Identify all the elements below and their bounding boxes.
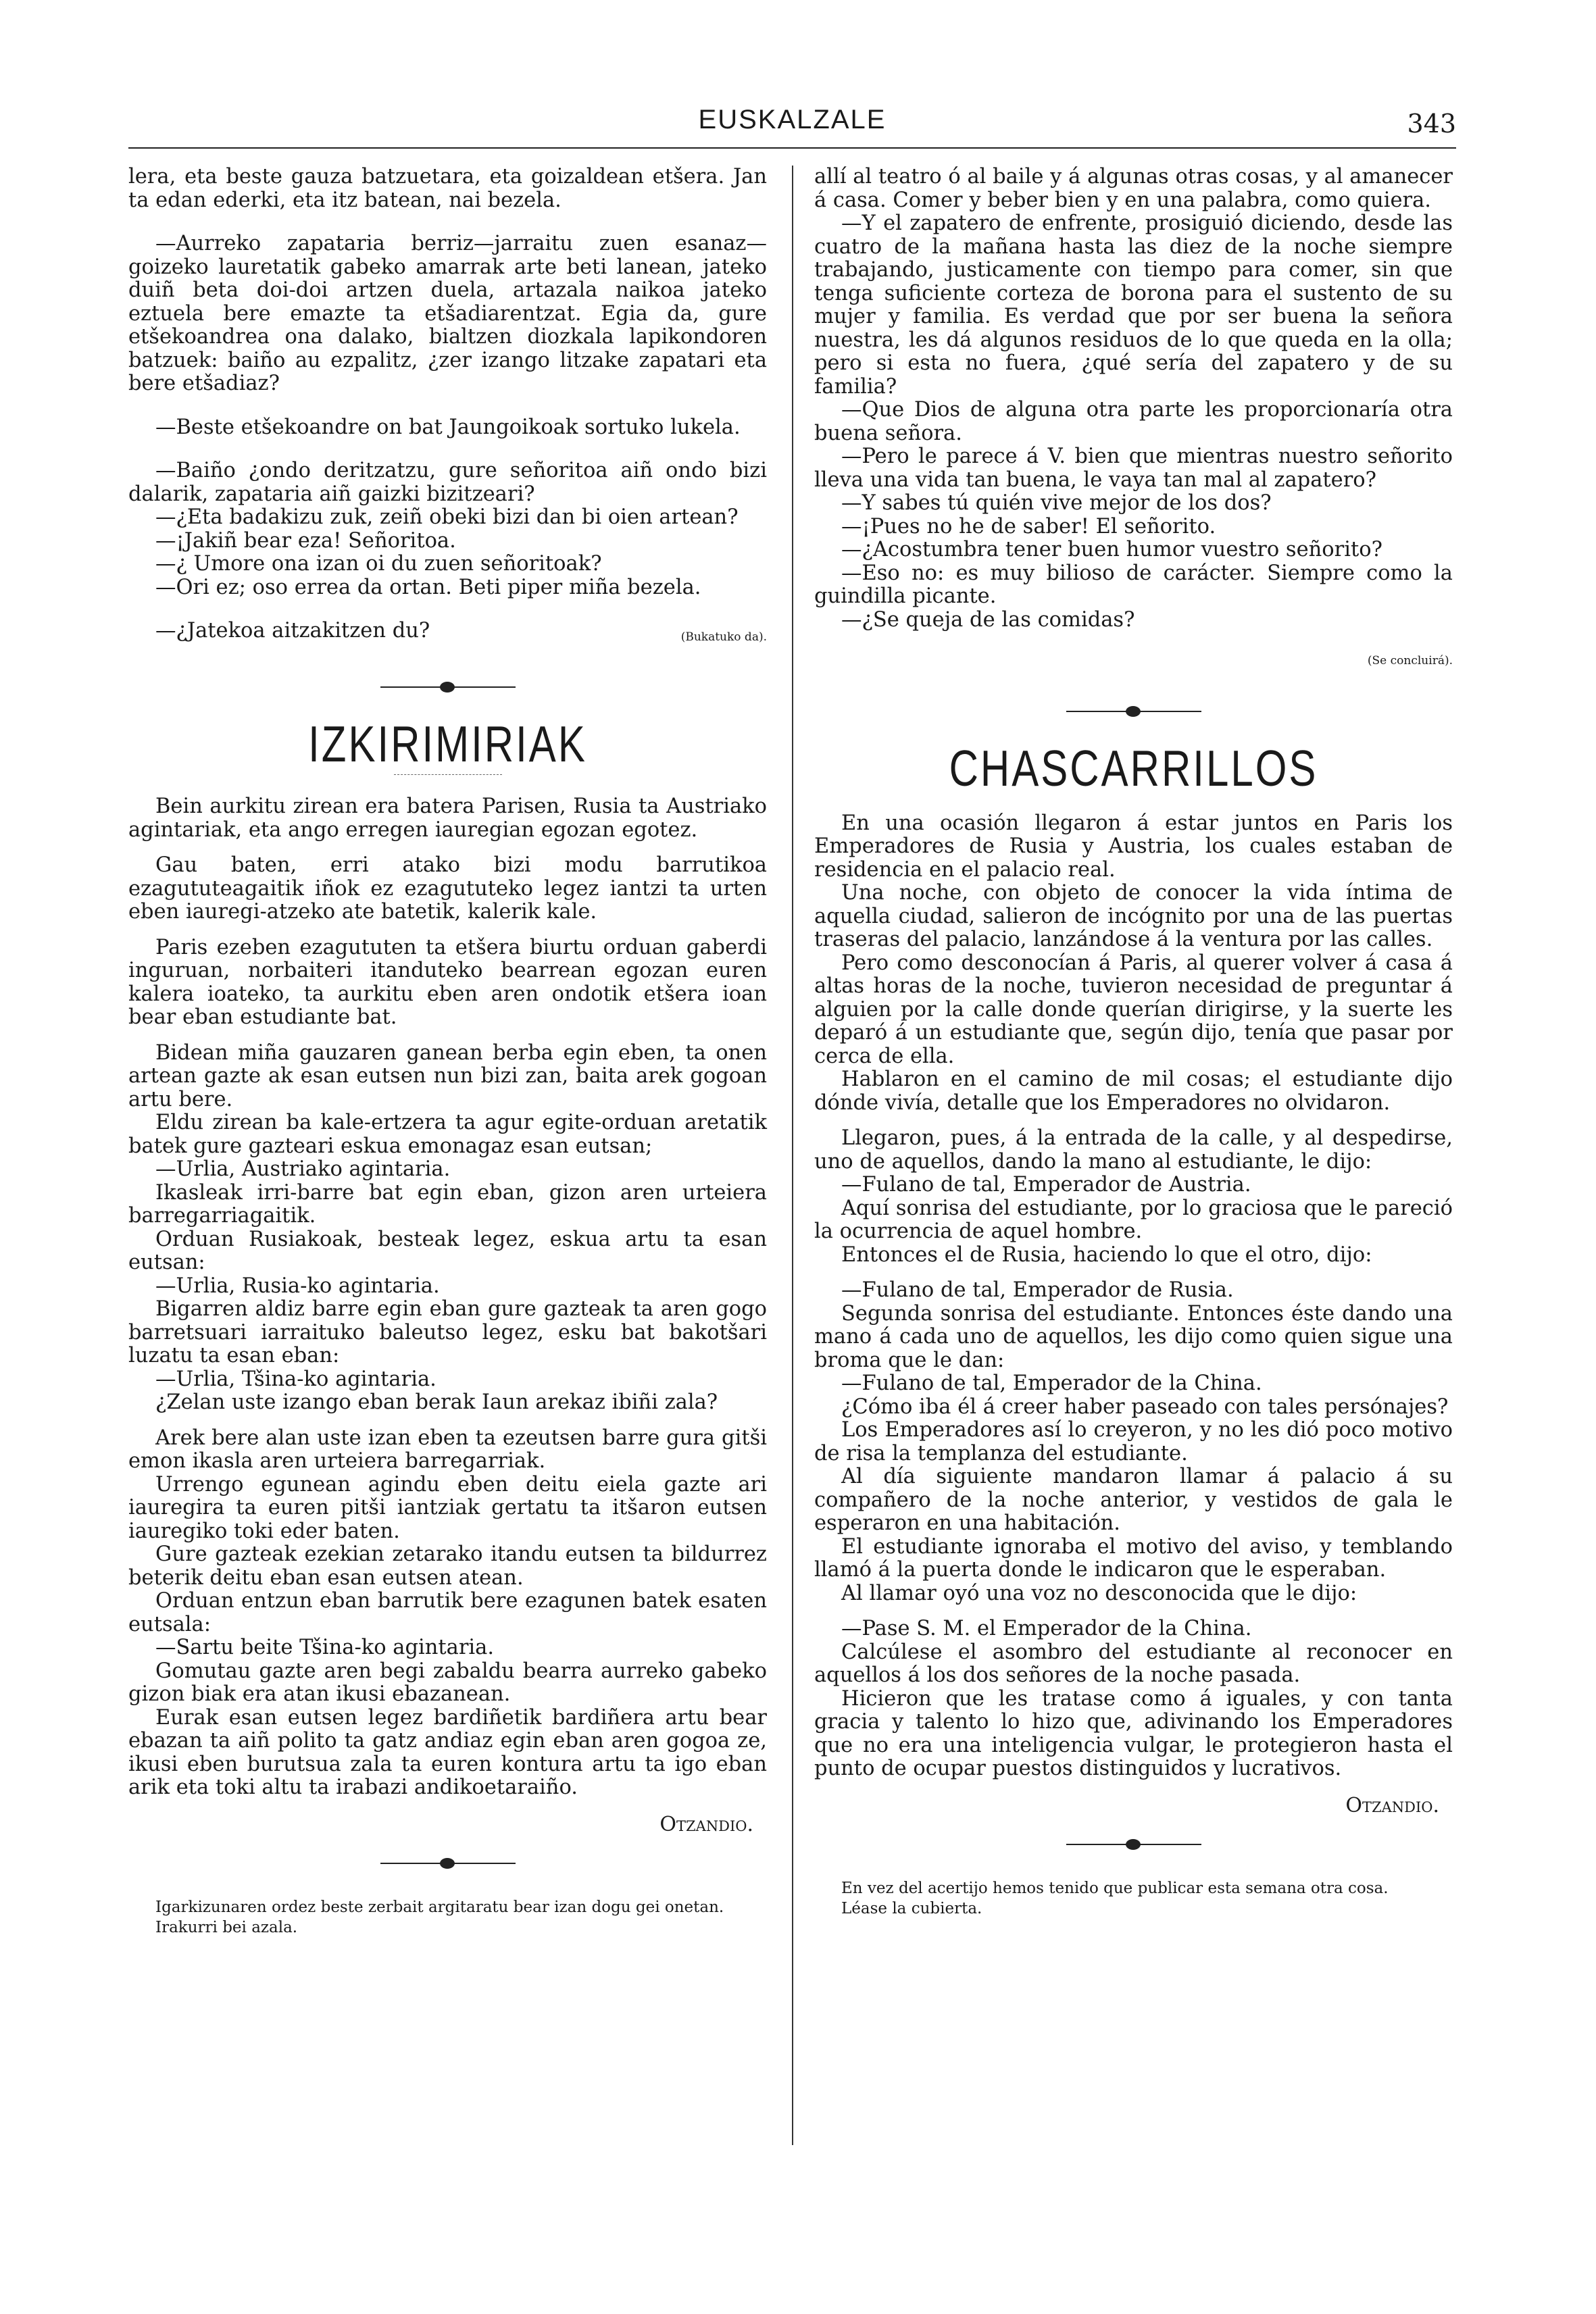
paragraph: —¿Eta badakizu zuk, zeiñ obeki bizi dan bi oien artean? bbox=[155, 505, 739, 529]
paragraph: Segunda sonrisa del estudiante. Entonces éste dando una mano á cada uno de aquellos, les dijo como quien sigue una broma que le dan: bbox=[814, 1301, 1453, 1372]
paragraph: Entonces el de Rusia, haciendo lo que el otro, dijo: bbox=[841, 1242, 1372, 1267]
footer-divider bbox=[1066, 1836, 1201, 1853]
paragraph: —Aurreko zapataria berriz—jarraitu zuen esanaz—goizeko lauretatik gabeko amarrak arte beti lanean, jateko duiñ beta doi-doi artzen duela, artazala naikoa jateko eztuela bere emazte ta etšadiarentzat. Egia da, gure etšekoandrea ona dalako, bialtzen diozkala lapikondoren batzuek: baiño au ezpalitz, ¿zer izango litzake zapatari eta bere etšadiaz? bbox=[128, 232, 767, 395]
paragraph: Aquí sonrisa del estudiante, por lo graciosa que le pareció la ocurrencia de aquel hombre. bbox=[814, 1196, 1453, 1243]
paragraph: Pero como desconocían á Paris, al querer volver á casa á altas horas de la noche, tuvieron necesidad de preguntar á alguien por la calle donde querían dirigirse, y la suerte les deparó á un estudiante que, según dijo, tenía que pasar por cerca de ella. bbox=[814, 951, 1453, 1068]
paragraph: —Urlia, Tšina-ko agintaria. bbox=[155, 1367, 437, 1391]
column-divider bbox=[792, 166, 793, 2145]
footnote bbox=[128, 1897, 767, 1938]
paragraph: Orduan Rusiakoak, besteak legez, eskua artu ta esan eutsan: bbox=[128, 1227, 767, 1274]
continued-note: (Bukatuko da). bbox=[680, 630, 767, 644]
paragraph: Al día siguiente mandaron llamar á palacio á su compañero de la noche anterior, y vestidos de gala le esperaron en una habitación. bbox=[814, 1465, 1453, 1535]
paragraph: —¡Jakiñ bear eza! Señoritoa. bbox=[155, 528, 456, 553]
footnote-text: En vez del acertijo hemos tenido que publicar esta semana otra cosa. bbox=[841, 1880, 1389, 1897]
paragraph: Bidean miña gauzaren ganean berba egin eben, ta onen artean gazte ak esan eutsen nun bizi zan, baita arek gogoan artu bere. bbox=[128, 1040, 767, 1111]
footnote bbox=[814, 1878, 1453, 1919]
paragraph: ¿Zelan uste izango eban berak Iaun arekaz ibiñi zala? bbox=[155, 1390, 718, 1414]
paragraph: Bein aurkitu zirean era batera Parisen, Rusia ta Austriako agintariak, eta ango erregen iauregian egozan egotez. bbox=[128, 795, 767, 842]
paragraph: —Beste etšekoandre on bat Jaungoikoak sortuko lukela. bbox=[155, 415, 741, 439]
footer-divider bbox=[380, 1855, 516, 1871]
paragraph: —Pero le parece á V. bien que mientras nuestro señorito lleva una vida tan buena, le vaya tan mal al zapatero? bbox=[814, 445, 1453, 492]
paragraph: lera, eta beste gauza batzuetara, eta goizaldean etšera. Jan ta edan ederki, eta itz batean, nai bezela. bbox=[128, 165, 767, 212]
footnote-text: Irakurri bei azala. bbox=[155, 1919, 298, 1936]
paragraph: Urrengo egunean agindu eben deitu eiela gazte ari iauregira ta euren pitši iantziak gertatu ta itšaron eutsen iauregiko toki eder baten. bbox=[128, 1472, 767, 1543]
section-title: IZKIRIMIRIAK bbox=[308, 715, 587, 773]
paragraph: —Fulano de tal, Emperador de Austria. bbox=[841, 1173, 1251, 1197]
paragraph: ¿Cómo iba él á creer haber paseado con tales persónajes? bbox=[841, 1394, 1449, 1419]
page-header bbox=[128, 105, 1456, 145]
paragraph: —Sartu beite Tšina-ko agintaria. bbox=[155, 1636, 495, 1659]
paragraph: Llegaron, pues, á la entrada de la calle, y al despedirse, uno de aquellos, dando la mano al estudiante, le dijo: bbox=[814, 1126, 1453, 1174]
paragraph: —¿Se queja de las comidas? bbox=[841, 607, 1135, 632]
signature: Otzandio. bbox=[1345, 1793, 1439, 1817]
paragraph: —Y sabes tú quién vive mejor de los dos? bbox=[841, 491, 1272, 515]
ornament-divider bbox=[1066, 703, 1201, 720]
paragraph: Al llamar oyó una voz no desconocida que le dijo: bbox=[841, 1581, 1357, 1605]
footnote-text: Igarkizunaren ordez beste zerbait argitaratu bear izan dogu gei onetan. bbox=[155, 1898, 724, 1916]
paragraph: —Que Dios de alguna otra parte les proporcionaría otra buena señora. bbox=[814, 398, 1453, 445]
footnote-text: Léase la cubierta. bbox=[841, 1900, 982, 1917]
paragraph: En una ocasión llegaron á estar juntos en Paris los Emperadores de Rusia y Austria, los cuales estaban de residencia en el palacio real. bbox=[814, 811, 1453, 882]
paragraph: Los Emperadores así lo creyeron, y no les dió poco motivo de risa la templanza del estudiante. bbox=[814, 1418, 1453, 1465]
paragraph: Ikasleak irri-barre bat egin eban, gizon aren urteiera barregarriagaitik. bbox=[128, 1180, 767, 1228]
paragraph: —Urlia, Austriako agintaria. bbox=[155, 1157, 451, 1181]
paragraph: —¿Acostumbra tener buen humor vuestro señorito? bbox=[841, 538, 1382, 561]
paragraph: Eldu zirean ba kale-ertzera ta agur egite-orduan aretatik batek gure gazteari eskua emonagaz esan eutsan; bbox=[128, 1111, 767, 1158]
paragraph: Calcúlese el asombro del estudiante al reconocer en aquellos á los dos señores de la noche pasada. bbox=[814, 1640, 1453, 1687]
ornament-divider bbox=[380, 679, 516, 695]
page-number: 343 bbox=[1407, 109, 1456, 139]
paragraph: —Fulano de tal, Emperador de Rusia. bbox=[841, 1278, 1234, 1302]
paragraph: Paris ezeben ezagututen ta etšera biurtu orduan gaberdi inguruan, norbaiteri itanduteko bearrean egozan euren kalera ioateko, ta aurkitu eben aren ondotik etšera ioan bear eban estudiante bat. bbox=[128, 935, 767, 1029]
paragraph: —¿Jatekoa aitzakitzen du? bbox=[155, 619, 430, 643]
left-column bbox=[128, 166, 767, 1938]
paragraph: Gomutau gazte aren begi zabaldu bearra aurreko gabeko gizon biak era atan ikusi ebazanean. bbox=[128, 1659, 767, 1706]
paragraph: Orduan entzun eban barrutik bere ezagunen batek esaten eutsala: bbox=[128, 1589, 767, 1636]
header-rule bbox=[128, 147, 1456, 149]
paragraph: —Fulano de tal, Emperador de la China. bbox=[841, 1372, 1262, 1395]
paragraph: El estudiante ignoraba el motivo del aviso, y temblando llamó á la puerta donde le indicaron que le esperaban. bbox=[814, 1534, 1453, 1582]
paragraph: —Ori ez; oso errea da ortan. Beti piper miña bezela. bbox=[155, 575, 701, 599]
paragraph: Hicieron que les tratase como á iguales, y con tanta gracia y talento lo hizo que, adivinando los Emperadores que no era una inteligencia vulgar, le protegieron hasta el punto de ocupar puestos distinguidos y lucrativos. bbox=[814, 1686, 1453, 1780]
paragraph: Una noche, con objeto de conocer la vida íntima de aquella ciudad, salieron de incógnito por una de las puertas traseras del palacio, lanzándose á la ventura por las calles. bbox=[814, 881, 1453, 951]
paragraph: —Y el zapatero de enfrente, prosiguió diciendo, desde las cuatro de la mañana hasta las diez de la noche siempre trabajando, justicamente con tiempo para comer, sin que tenga suficiente corteza de borona para el sustento de su mujer y familia. Es verdad que por ser buena la señora nuestra, les dá algunos residuos de lo que queda en la olla; pero si esta no fuera, ¿qué sería del zapatero y de su familia? bbox=[814, 211, 1453, 399]
paragraph: —Pase S. M. el Emperador de la China. bbox=[841, 1617, 1252, 1640]
journal-title: EUSKALZALE bbox=[698, 105, 887, 134]
paragraph: Arek bere alan uste izan eben ta ezeutsen barre gura gitši emon ikasla aren urteiera barregarriak. bbox=[128, 1426, 767, 1473]
title-rule bbox=[394, 774, 502, 775]
paragraph: allí al teatro ó al baile y á algunas otras cosas, y al amanecer á casa. Comer y beber bien y en una palabra, como quiera. bbox=[814, 165, 1453, 212]
paragraph: —Baiño ¿ondo deritzatzu, gure señoritoa aiñ ondo bizi dalarik, zapataria aiñ gaizki bizitzeari? bbox=[128, 459, 767, 506]
continued-note: (Se concluirá). bbox=[1367, 654, 1453, 668]
paragraph: Eurak esan eutsen legez bardiñetik bardiñera artu bear ebazan ta aiñ polito ta gatz andiaz egin eban aren gogoa ze, ikusi eben burutsua zala ta euren kontura artu ta igo eban arik eta toki altu ta irabazi andikoetaraiño. bbox=[128, 1705, 767, 1799]
paragraph: —Eso no: es muy bilioso de carácter. Siempre como la guindilla picante. bbox=[814, 561, 1453, 608]
section-title: CHASCARRILLOS bbox=[949, 740, 1318, 797]
paragraph: —Urlia, Rusia-ko agintaria. bbox=[155, 1274, 440, 1298]
right-column bbox=[814, 166, 1453, 1919]
paragraph: Hablaron en el camino de mil cosas; el estudiante dijo dónde vivía, detalle que los Emperadores no olvidaron. bbox=[814, 1067, 1453, 1115]
paragraph: Gau baten, erri atako bizi modu barrutikoa ezagututeagaitik iñok ez ezagututeko legez iantzi ta urten eben iauregi-atzeko ate batetik, kalerik kale. bbox=[128, 853, 767, 924]
paragraph: Bigarren aldiz barre egin eban gure gazteak ta aren gogo barretsuari iarraituko baleutso legez, esku bat bakotšari luzatu ta esan eban: bbox=[128, 1297, 767, 1367]
signature: Otzandio. bbox=[659, 1812, 753, 1836]
paragraph: —¿ Umore ona izan oi du zuen señoritoak? bbox=[155, 552, 602, 576]
paragraph: —¡Pues no he de saber! El señorito. bbox=[841, 514, 1216, 538]
paragraph: Gure gazteak ezekian zetarako itandu eutsen ta bildurrez beterik deitu eban esan eutsen atean. bbox=[128, 1542, 767, 1590]
